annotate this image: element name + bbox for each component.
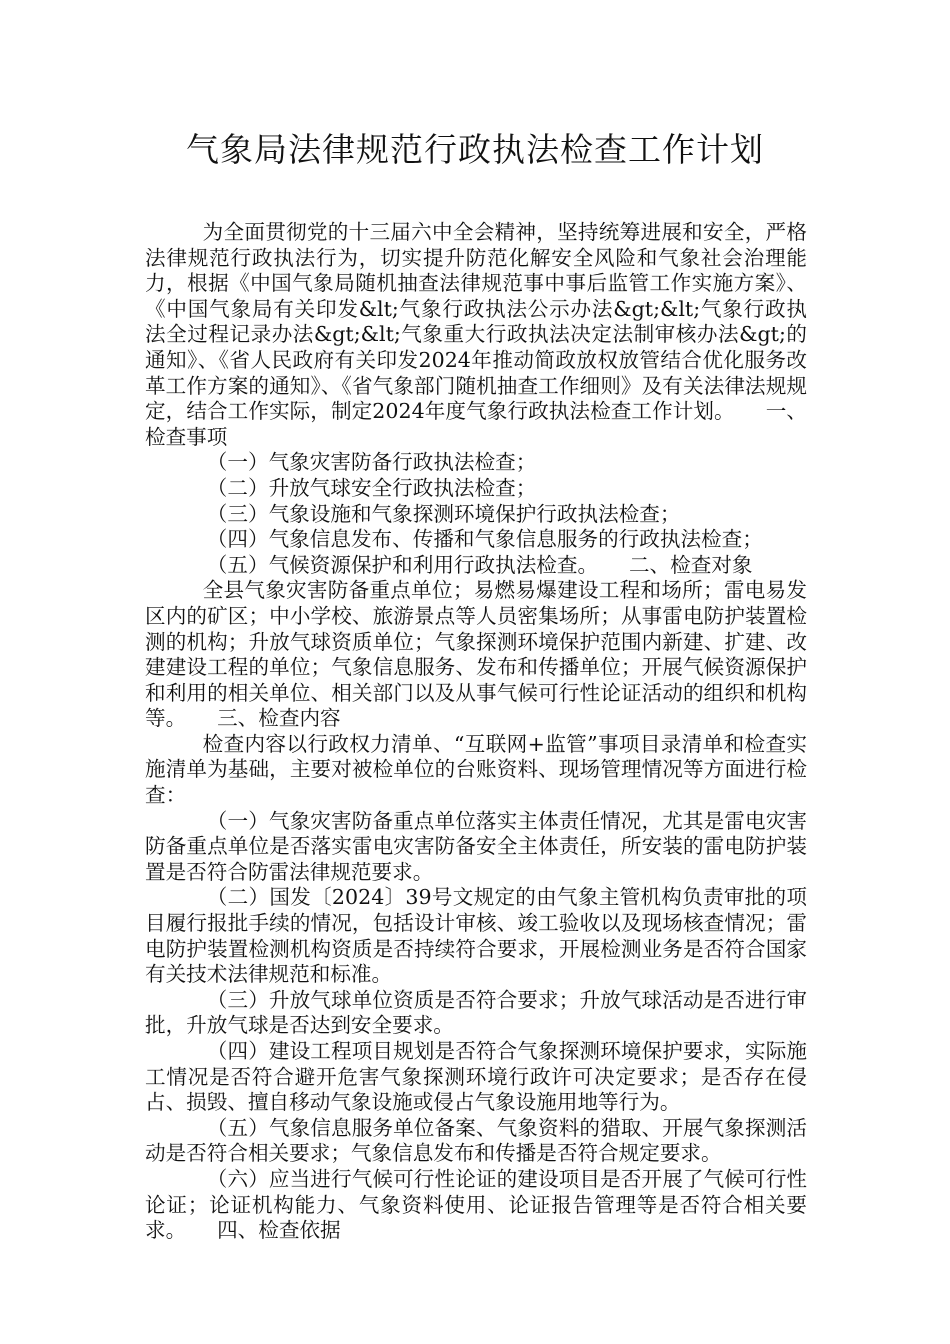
document-title: 气象局法律规范行政执法检查工作计划 <box>186 130 764 169</box>
content-item-4: （四）建设工程项目规划是否符合气象探测环境保护要求，实际施工情况是否符合避开危害气象探测环境行政许可决定要求；是否存在侵占、损毁、擅自移动气象设施或侵占气象设施用地等行为。 <box>145 1039 807 1115</box>
inspection-targets-paragraph: 全县气象灾害防备重点单位；易燃易爆建设工程和场所；雷电易发区内的矿区；中小学校、旅游景点等人员密集场所；从事雷电防护装置检测的机构；升放气球资质单位；气象探测环境保护范围内新建、扩建、改建建设工程的单位；气象信息服务、发布和传播单位；开展气候资源保护和利用的相关单位、相关部门以及从事气候可行性论证活动的组织和机构等。 三、检查内容 <box>145 578 807 731</box>
inspection-item-3: （三）气象设施和气象探测环境保护行政执法检查； <box>206 501 681 526</box>
content-item-5: （五）气象信息服务单位备案、气象资料的猎取、开展气象探测活动是否符合相关要求；气象信息发布和传播是否符合规定要求。 <box>145 1115 807 1166</box>
inspection-item-4: （四）气象信息发布、传播和气象信息服务的行政执法检查； <box>206 527 763 552</box>
inspection-content-intro: 检查内容以行政权力清单、“互联网+监管”事项目录清单和检查实施清单为基础，主要对被检单位的台账资料、现场管理情况等方面进行检查： <box>145 731 807 808</box>
content-item-2: （二）国发〔2024〕39号文规定的由气象主管机构负责审批的项目履行报批手续的情况，包括设计审核、竣工验收以及现场核查情况；雷电防护装置检测机构资质是否持续符合要求，开展检测业务是否符合国家有关技术法律规范和标准。 <box>145 885 807 987</box>
inspection-item-5: （五）气候资源保护和利用行政执法检查。 二、检查对象 <box>206 552 753 577</box>
intro-paragraph: 为全面贯彻党的十三届六中全会精神，坚持统筹进展和安全，严格法律规范行政执法行为，切实提升防范化解安全风险和气象社会治理能力，根据《中国气象局随机抽查法律规范事中事后监管工作实施方案》、《中国气象局有关印发&lt;气象行政执法公示办法&gt;&lt;气象行政执法全过程记录办法&gt;&lt;气象重大行政执法决定法制审核办法&gt;的通知》、《省人民政府有关印发2024年推动简政放权放管结合优化服务改革工作方案的通知》、《省气象部门随机抽查工作细则》及有关法律法规规定，结合工作实际，制定2024年度气象行政执法检查工作计划。 一、检查事项 <box>145 220 807 449</box>
content-item-6: （六）应当进行气候可行性论证的建设项目是否开展了气候可行性论证；论证机构能力、气象资料使用、论证报告管理等是否符合相关要求。 四、检查依据 <box>145 1166 807 1243</box>
content-item-1: （一）气象灾害防备重点单位落实主体责任情况，尤其是雷电灾害防备重点单位是否落实雷电灾害防备安全主体责任，所安装的雷电防护装置是否符合防雷法律规范要求。 <box>145 808 807 884</box>
inspection-item-1: （一）气象灾害防备行政执法检查； <box>206 450 537 475</box>
document-body <box>145 220 807 1244</box>
inspection-item-2: （二）升放气球安全行政执法检查； <box>206 475 537 500</box>
content-item-3: （三）升放气球单位资质是否符合要求；升放气球活动是否进行审批，升放气球是否达到安全要求。 <box>145 987 807 1038</box>
